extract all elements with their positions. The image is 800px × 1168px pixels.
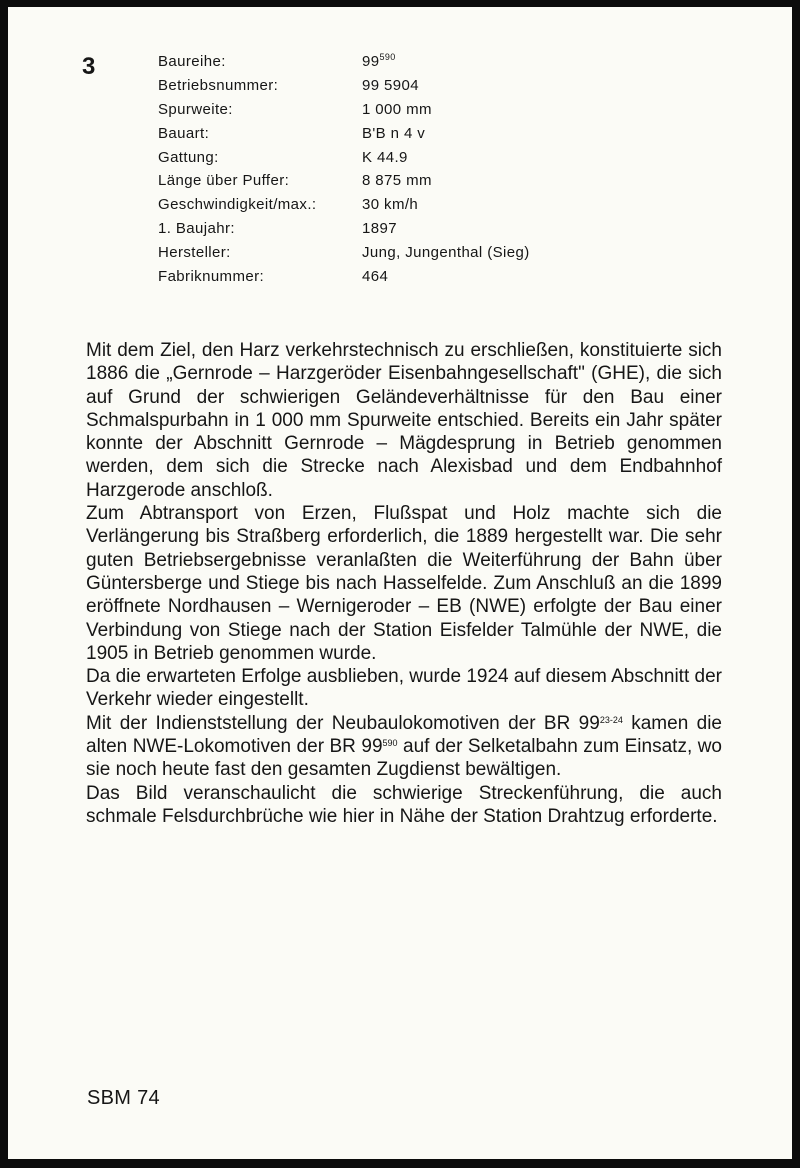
- spec-row: [158, 122, 530, 146]
- paragraph-superscript: 23-24: [599, 714, 623, 725]
- spec-value: [362, 169, 432, 193]
- spec-row: [158, 241, 530, 265]
- series-label: SBM 74: [87, 1087, 160, 1109]
- spec-value-text: 464: [362, 268, 389, 286]
- spec-value: [362, 146, 408, 170]
- text-paragraph: [86, 712, 722, 782]
- spec-value-text: K 44.9: [362, 148, 408, 166]
- spec-row: [158, 193, 530, 217]
- text-paragraph: [86, 665, 722, 712]
- text-paragraph: [86, 502, 722, 665]
- spec-label: Länge über Puffer:: [158, 172, 290, 190]
- paragraph-text: Mit dem Ziel, den Harz verkehrstechnisch zu erschließen, konstituierte sich 1886 die „Gernrode – Harzgeröder Eisenbahngesellschaft" (GHE), die sich auf Grund der schwierigen Geländeverhältnisse für den Bau einer Schmalspurbahn in 1 000 mm Spurweite entschied. Bereits ein Jahr später konnte der Abschnitt Gernrode – Mägdesprung in Betrieb genommen werden, dem sich die Strecke nach Alexisbad und dem Endbahnhof Harzgerode anschloß.: [86, 340, 722, 501]
- spec-row: [158, 74, 530, 98]
- spec-value: [362, 98, 432, 122]
- spec-label: 1. Baujahr:: [158, 220, 235, 238]
- spec-value: [362, 193, 418, 217]
- spec-label: Bauart:: [158, 124, 210, 142]
- spec-row: [158, 50, 530, 74]
- spec-value: [362, 217, 397, 241]
- spec-value-text: 8 875 mm: [362, 172, 432, 190]
- spec-row: [158, 265, 530, 289]
- spec-value-text: 1 000 mm: [362, 100, 432, 118]
- spec-row: [158, 146, 530, 170]
- spec-value: [362, 50, 396, 74]
- paragraph-text: auf der Selketalbahn zum Einsatz, wo sie noch heute fast den gesamten Zugdienst bewältigen.: [86, 736, 722, 781]
- paragraph-superscript: 590: [382, 738, 398, 749]
- paragraph-text: kamen die alten NWE-Lokomotiven der BR 99: [86, 712, 722, 758]
- spec-row: [158, 217, 530, 241]
- spec-value: [362, 122, 425, 146]
- spec-label: Gattung:: [158, 148, 219, 166]
- spec-value-text: B'B n 4 v: [362, 124, 426, 142]
- paragraph-text: Zum Abtransport von Erzen, Flußspat und Holz machte sich die Verlängerung bis Straßberg erforderlich, die 1889 hergestellt war. Die sehr guten Betriebsergebnisse veranlaßten die Weiterführung der Bahn über Güntersberge und Stiege bis nach Hasselfelde. Zum Anschluß an die 1899 eröffnete Nordhausen – Wernigeroder – EB (NWE) erfolgte der Bau einer Verbindung von Stiege nach der Station Eisfelder Talmühle der NWE, die 1905 in Betrieb genommen wurde.: [86, 503, 722, 664]
- text-paragraph: [86, 339, 722, 502]
- spec-value: [362, 265, 388, 289]
- spec-label: Hersteller:: [158, 244, 231, 262]
- spec-label: Baureihe:: [158, 53, 226, 70]
- paragraph-text: Da die erwarteten Erfolge ausblieben, wurde 1924 auf diesem Abschnitt der Verkehr wieder eingestellt.: [86, 666, 722, 711]
- spec-row: [158, 98, 530, 122]
- spec-value: [362, 241, 530, 265]
- paragraph-text: Mit der Indienststellung der Neubaulokomotiven der BR 99: [86, 712, 600, 734]
- spec-value-text: 99: [362, 53, 380, 70]
- spec-label: Fabriknummer:: [158, 268, 265, 286]
- spec-value-text: 30 km/h: [362, 196, 419, 214]
- paragraph-text: Das Bild veranschaulicht die schwierige Streckenführung, die auch schmale Felsdurchbrüche wie hier in Nähe der Station Drahtzug erforderte.: [86, 782, 722, 827]
- spec-value-superscript: 590: [379, 52, 396, 62]
- spec-row: [158, 169, 530, 193]
- spec-label: Betriebsnummer:: [158, 76, 279, 94]
- spec-value-text: 1897: [362, 220, 397, 238]
- locomotive-specs-table: [158, 50, 530, 289]
- postcard-back: [8, 7, 792, 1159]
- spec-value-text: 99 5904: [362, 76, 420, 94]
- card-number: 3: [82, 53, 96, 80]
- spec-label: Spurweite:: [158, 100, 233, 118]
- spec-label: Geschwindigkeit/max.:: [158, 196, 317, 214]
- spec-value: [362, 74, 419, 98]
- text-paragraph: [86, 782, 722, 829]
- spec-value-text: Jung, Jungenthal (Sieg): [362, 244, 530, 262]
- history-text: [86, 339, 722, 828]
